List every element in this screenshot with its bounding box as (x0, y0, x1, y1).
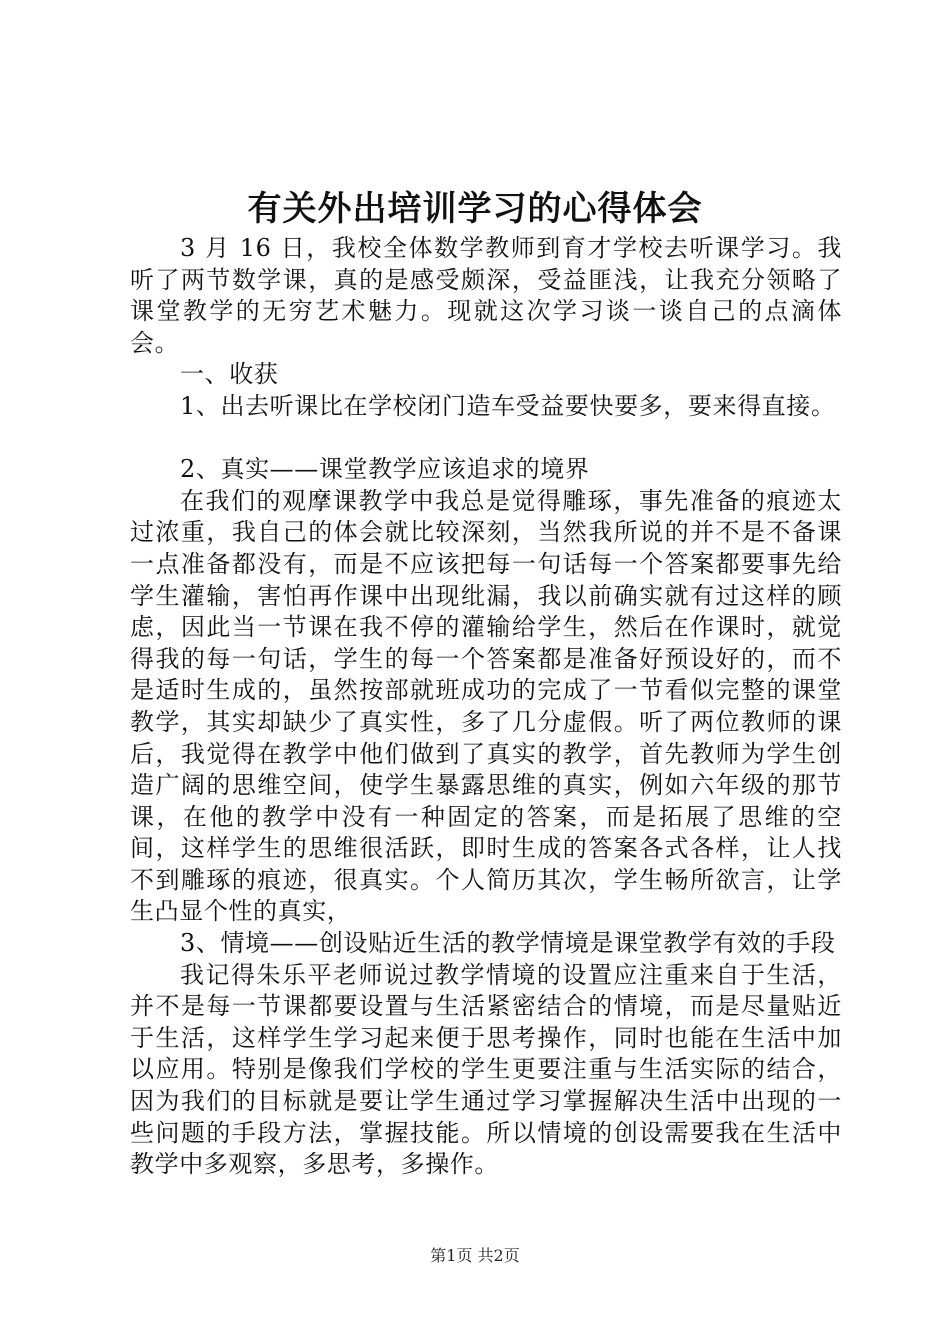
paragraph-point-1: 1、出去听课比在学校闭门造车受益要快要多，要来得直接。 (180, 391, 836, 420)
document-body (130, 233, 842, 1181)
heading-harvest: 一、收获 (180, 360, 279, 389)
heading-point-2: 2、真实——课堂教学应该追求的境界 (180, 455, 590, 484)
document-title: 有关外出培训学习的心得体会 (247, 189, 703, 229)
page-footer: 第1页 共2页 (430, 1246, 520, 1265)
paragraph-point-3-body: 我记得朱乐平老师说过教学情境的设置应注重来自于生活，并不是每一节课都要设置与生活紧密结合的情境，而是尽量贴近于生活，这样学生学习起来便于思考操作，同时也能在生活中加以应用。特别是像我们学校的学生更要注重与生活实际的结合，因为我们的目标就是要让学生通过学习掌握解决生活中出现的一些问题的手段方法，掌握技能。所以情境的创设需要我在生活中教学中多观察，多思考，多操作。 (130, 960, 842, 1179)
heading-point-3: 3、情境——创设贴近生活的教学情境是课堂教学有效的手段 (180, 929, 836, 958)
paragraph-intro: 3 月 16 日，我校全体数学教师到育才学校去听课学习。我听了两节数学课，真的是感受颇深，受益匪浅，让我充分领略了课堂教学的无穷艺术魅力。现就这次学习谈一谈自己的点滴体会。 (130, 234, 842, 357)
paragraph-point-2-body: 在我们的观摩课教学中我总是觉得雕琢，事先准备的痕迹太过浓重，我自己的体会就比较深刻，当然我所说的并不是不备课一点准备都没有，而是不应该把每一句话每一个答案都要事先给学生灌输，害怕再作课中出现纰漏，我以前确实就有过这样的顾虑，因此当一节课在我不停的灌输给学生，然后在作课时，就觉得我的每一句话，学生的每一个答案都是准备好预设好的，而不是适时生成的，虽然按部就班成功的完成了一节看似完整的课堂教学，其实却缺少了真实性，多了几分虚假。听了两位教师的课后，我觉得在教学中他们做到了真实的教学，首先教师为学生创造广阔的思维空间，使学生暴露思维的真实，例如六年级的那节课，在他的教学中没有一种固定的答案，而是拓展了思维的空间，这样学生的思维很活跃，即时生成的答案各式各样，让人找不到雕琢的痕迹，很真实。个人简历其次，学生畅所欲言，让学生凸显个性的真实， (130, 486, 842, 926)
